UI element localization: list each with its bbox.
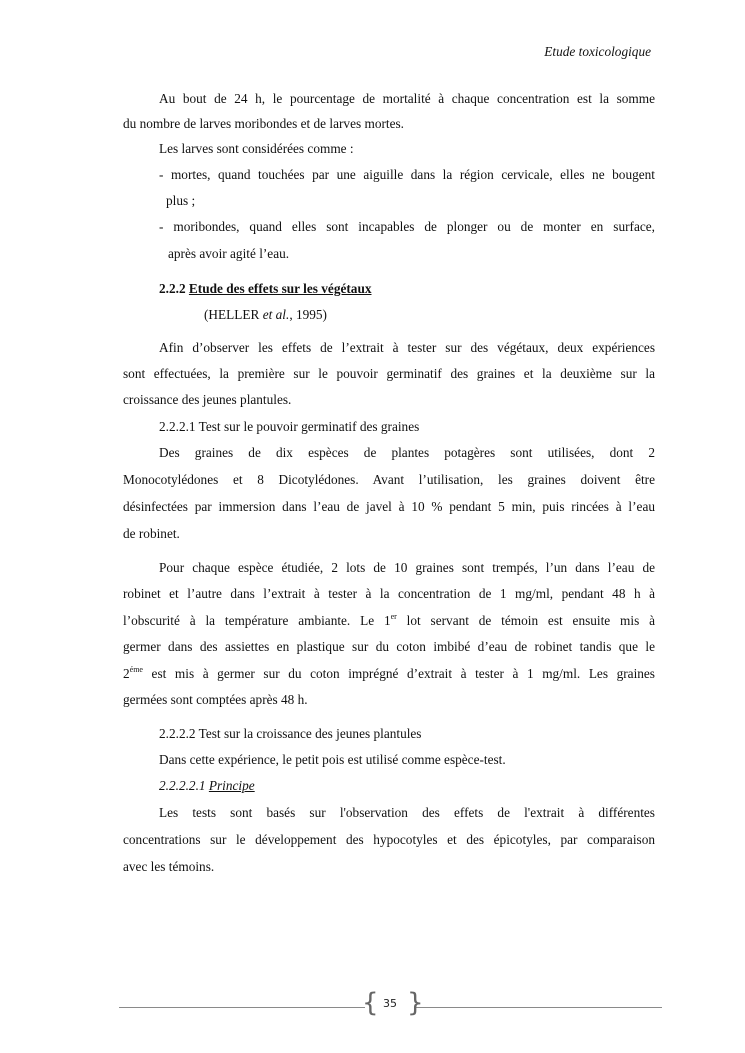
subsection-heading: 2.2.2.2 Test sur la croissance des jeunes plantules xyxy=(159,726,422,741)
paragraph-line: Afin d’observer les effets de l’extrait à tester sur des végétaux, deux expériences xyxy=(159,340,655,355)
paragraph-line xyxy=(123,614,655,627)
paragraph-line: Pour chaque espèce étudiée, 2 lots de 10 graines sont trempés, l’un dans l’eau de xyxy=(159,560,655,575)
page-number: 35 xyxy=(383,997,397,1010)
footer-rule-right xyxy=(414,1007,662,1008)
list-item: - mortes, quand touchées par une aiguille dans la région cervicale, elles ne bougent xyxy=(159,167,655,182)
section-title: Principe xyxy=(208,778,255,793)
footer-brace-left: { xyxy=(362,988,379,1018)
section-reference xyxy=(204,308,327,321)
reference-year: , 1995) xyxy=(289,307,327,322)
paragraph-line: robinet et l’autre dans l’extrait à tester à la concentration de 1 mg/ml, pendant 48 h à xyxy=(123,586,655,601)
footer-brace-right: } xyxy=(407,988,424,1018)
list-item-continuation: après avoir agité l’eau. xyxy=(168,246,290,261)
text-run: 2 xyxy=(123,666,130,681)
text-run: lot servant de témoin est ensuite mis à xyxy=(396,613,655,628)
paragraph-line: Les tests sont basés sur l'observation des effets de l'extrait à différentes xyxy=(159,805,655,820)
text-run: l’obscurité à la température ambiante. Le 1 xyxy=(123,613,391,628)
section-number: 2.2.2 xyxy=(159,281,186,296)
paragraph-line xyxy=(123,667,655,680)
paragraph-line: avec les témoins. xyxy=(123,859,215,874)
paragraph-line: sont effectuées, la première sur le pouvoir germinatif des graines et la deuxième sur la xyxy=(123,366,655,381)
paragraph-line: germées sont comptées après 48 h. xyxy=(123,692,308,707)
footer-rule-left xyxy=(119,1007,365,1008)
list-item: - moribondes, quand elles sont incapables de plonger ou de monter en surface, xyxy=(159,219,655,234)
superscript: er xyxy=(390,612,397,621)
paragraph-line: de robinet. xyxy=(123,526,180,541)
section-heading xyxy=(159,282,372,295)
paragraph-line: Au bout de 24 h, le pourcentage de mortalité à chaque concentration est la somme xyxy=(159,91,655,106)
section-title: Etude des effets sur les végétaux xyxy=(188,281,372,296)
list-item-continuation: plus ; xyxy=(166,193,196,208)
paragraph-line: Dans cette expérience, le petit pois est utilisé comme espèce-test. xyxy=(159,752,506,767)
text-run: est mis à germer sur du coton imprégné d’extrait à tester à 1 mg/ml. Les graines xyxy=(142,666,655,681)
paragraph-line: désinfectées par immersion dans l’eau de javel à 10 % pendant 5 min, puis rincées à l’eau xyxy=(123,499,655,514)
paragraph-line: croissance des jeunes plantules. xyxy=(123,392,292,407)
running-header: Etude toxicologique xyxy=(544,44,651,59)
reference-authors: (HELLER xyxy=(204,307,263,322)
paragraph-line: concentrations sur le développement des hypocotyles et des épicotyles, par comparaison xyxy=(123,832,655,847)
subsection-heading: 2.2.2.1 Test sur le pouvoir germinatif des graines xyxy=(159,419,420,434)
paragraph-line: du nombre de larves moribondes et de larves mortes. xyxy=(123,116,405,131)
section-number: 2.2.2.2.1 xyxy=(159,778,206,793)
paragraph-line: germer dans des assiettes en plastique sur du coton imbibé d’eau de robinet tandis que le xyxy=(123,639,655,654)
paragraph-line: Les larves sont considérées comme : xyxy=(159,141,354,156)
subsubsection-heading xyxy=(159,779,255,792)
paragraph-line: Monocotylédones et 8 Dicotylédones. Avant l’utilisation, les graines doivent être xyxy=(123,472,655,487)
reference-etal: et al. xyxy=(262,307,290,322)
superscript: éme xyxy=(129,665,143,674)
paragraph-line: Des graines de dix espèces de plantes potagères sont utilisées, dont 2 xyxy=(159,445,655,460)
